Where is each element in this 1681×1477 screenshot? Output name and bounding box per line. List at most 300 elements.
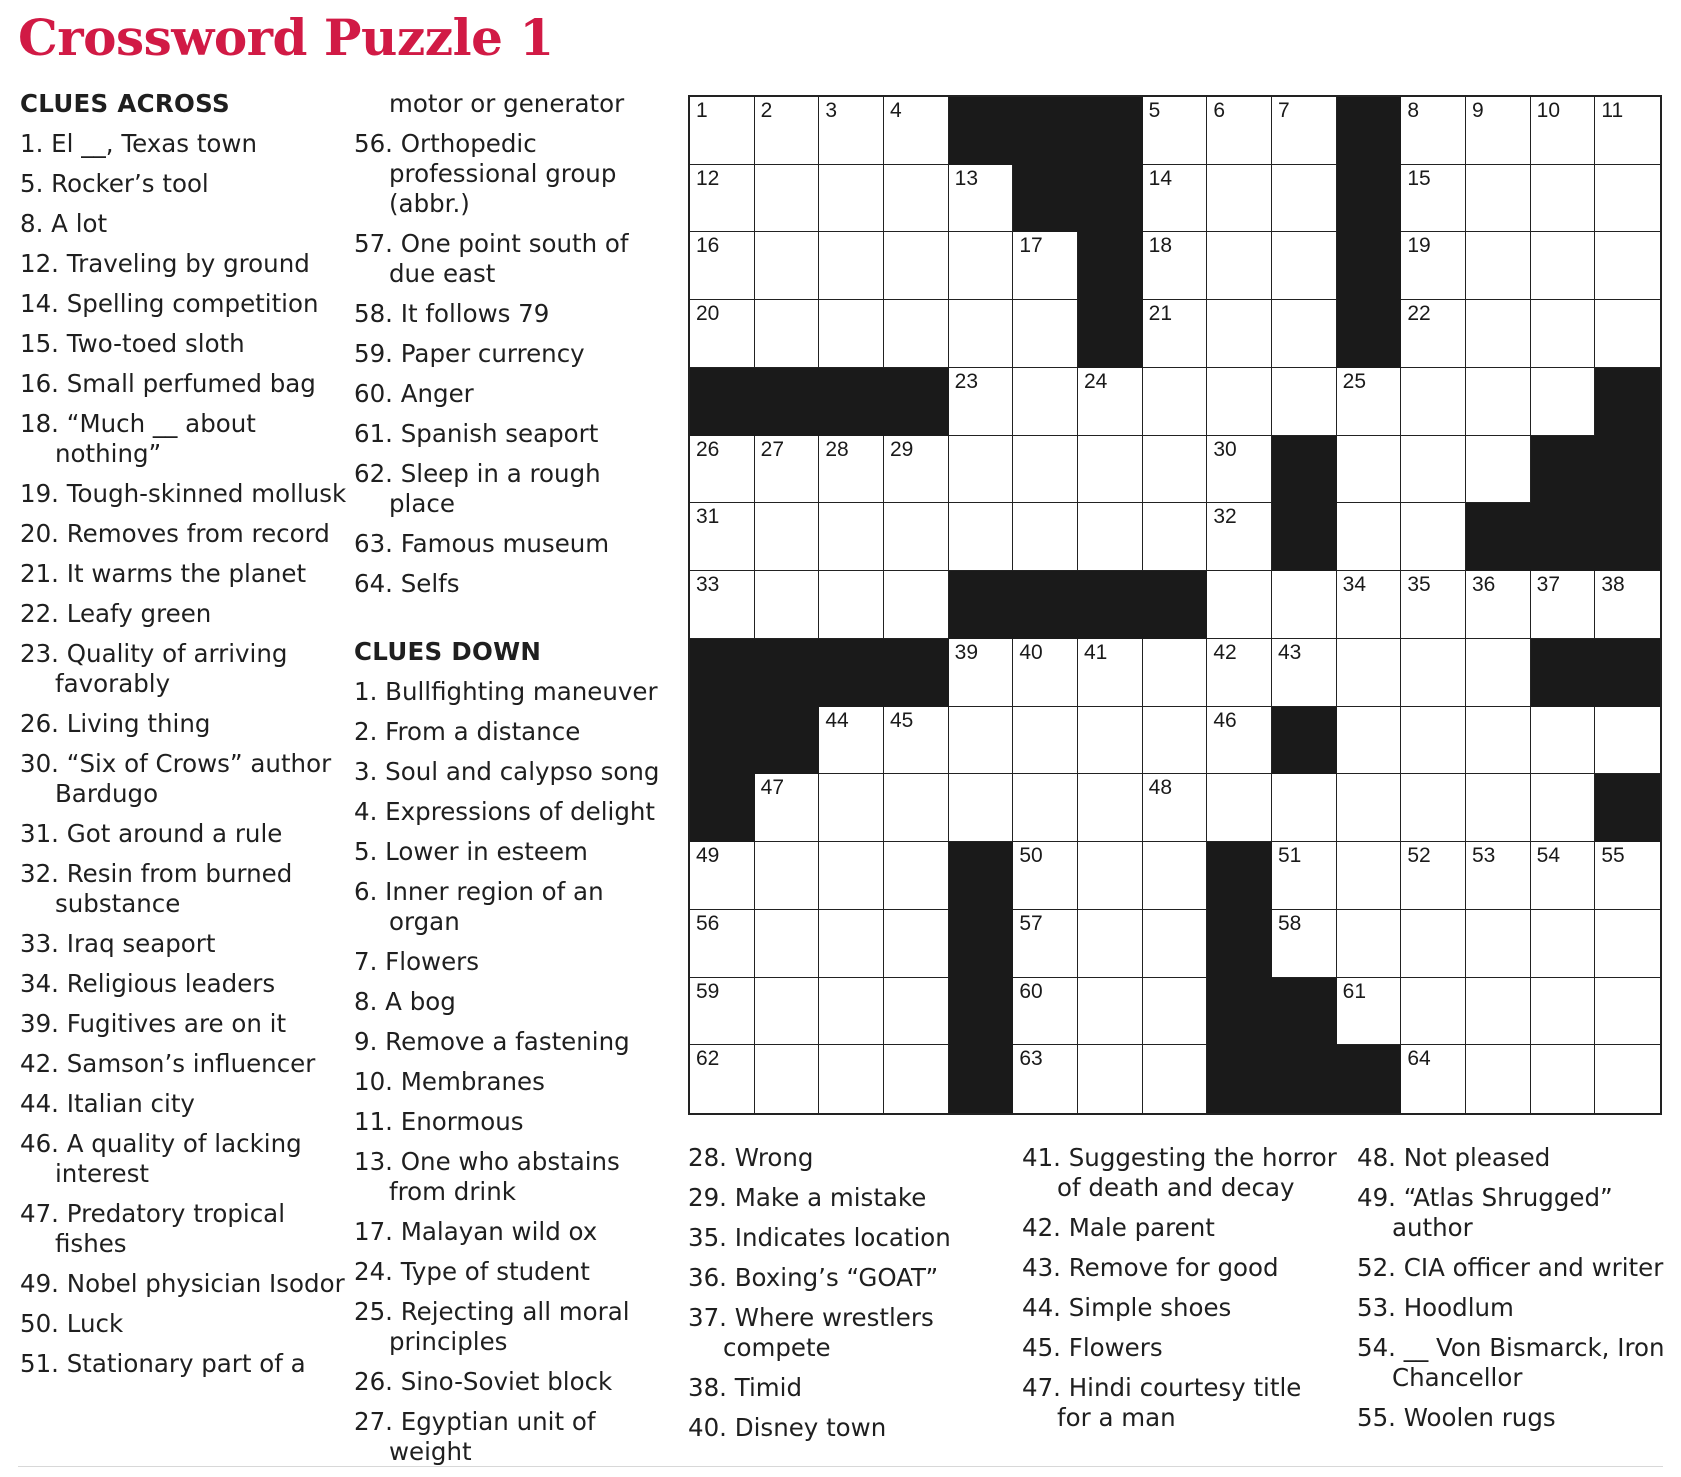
cell-number: 61 <box>1342 979 1367 1003</box>
grid-cell[interactable] <box>1272 232 1337 300</box>
grid-cell[interactable] <box>690 97 755 165</box>
grid-cell[interactable] <box>884 1045 949 1113</box>
black-square <box>949 978 1014 1046</box>
grid-cell[interactable] <box>1466 165 1531 233</box>
grid-cell[interactable] <box>1272 910 1337 978</box>
grid-cell[interactable] <box>1013 639 1078 707</box>
grid-cell[interactable] <box>1337 503 1402 571</box>
grid-cell[interactable] <box>1595 97 1660 165</box>
grid-cell[interactable] <box>1466 842 1531 910</box>
cell-number: 23 <box>954 369 979 393</box>
grid-cell[interactable] <box>884 165 949 233</box>
grid-cell[interactable] <box>819 232 884 300</box>
grid-cell[interactable] <box>1078 1045 1143 1113</box>
grid-cell[interactable] <box>819 1045 884 1113</box>
clue-item: 58. It follows 79 <box>354 299 550 328</box>
grid-cell[interactable] <box>819 571 884 639</box>
grid-cell[interactable] <box>884 97 949 165</box>
grid-cell[interactable] <box>1531 978 1596 1046</box>
black-square <box>690 368 755 436</box>
grid-cell[interactable] <box>1401 300 1466 368</box>
grid-cell[interactable] <box>1401 978 1466 1046</box>
grid-cell[interactable] <box>1143 503 1208 571</box>
grid-cell[interactable] <box>1013 232 1078 300</box>
grid-cell[interactable] <box>949 165 1014 233</box>
grid-cell[interactable] <box>1401 503 1466 571</box>
black-square <box>755 368 820 436</box>
grid-cell[interactable] <box>690 1045 755 1113</box>
clue-item: 52. CIA officer and writer <box>1357 1253 1664 1282</box>
grid-cell[interactable] <box>1595 571 1660 639</box>
grid-cell[interactable] <box>1078 436 1143 504</box>
down-clue-list-4 <box>1022 1143 1342 1433</box>
grid-cell[interactable] <box>1207 774 1272 842</box>
grid-cell[interactable] <box>1466 97 1531 165</box>
cell-number: 55 <box>1601 844 1625 868</box>
grid-cell[interactable] <box>949 300 1014 368</box>
grid-cell[interactable] <box>1466 978 1531 1046</box>
clue-item: 49. “Atlas Shrugged” author <box>1357 1183 1613 1242</box>
cell-number: 3 <box>825 99 838 122</box>
clue-item: 17. Malayan wild ox <box>354 1217 598 1246</box>
down-clues-column-5 <box>1357 1143 1677 1443</box>
grid-cell[interactable] <box>1337 368 1402 436</box>
clue-item: 47. Hindi courtesy title for a man <box>1022 1373 1302 1432</box>
clue-item: 11. Enormous <box>354 1107 524 1136</box>
grid-cell[interactable] <box>884 774 949 842</box>
grid-cell[interactable] <box>1143 842 1208 910</box>
cell-number: 48 <box>1148 776 1173 800</box>
grid-cell[interactable] <box>1595 978 1660 1046</box>
clue-item: 37. Where wrestlers compete <box>688 1303 934 1362</box>
clue-item: 15. Two-toed sloth <box>20 329 245 358</box>
clue-item: 5. Rocker’s tool <box>20 169 209 198</box>
black-square <box>1595 774 1660 842</box>
down-clue-list-3 <box>688 1143 1008 1443</box>
clue-item: 36. Boxing’s “GOAT” <box>688 1263 939 1292</box>
grid-cell[interactable] <box>1207 571 1272 639</box>
grid-cell[interactable] <box>949 232 1014 300</box>
grid-cell[interactable] <box>884 436 949 504</box>
cell-number: 42 <box>1213 640 1237 664</box>
grid-cell[interactable] <box>1013 368 1078 436</box>
clue-item: 16. Small perfumed bag <box>20 369 316 398</box>
grid-cell[interactable] <box>1401 436 1466 504</box>
black-square <box>1337 232 1402 300</box>
black-square <box>1078 300 1143 368</box>
clue-item: 51. Stationary part of a <box>20 1349 306 1378</box>
cell-number: 5 <box>1148 99 1161 122</box>
cell-number: 52 <box>1407 844 1431 868</box>
grid-cell[interactable] <box>1272 774 1337 842</box>
clue-item: 1. Bullfighting maneuver <box>354 677 658 706</box>
grid-cell[interactable] <box>949 639 1014 707</box>
clue-item: 7. Flowers <box>354 947 480 976</box>
grid-cell[interactable] <box>1531 910 1596 978</box>
grid-cell[interactable] <box>1143 300 1208 368</box>
grid-cell[interactable] <box>1013 300 1078 368</box>
grid-cell[interactable] <box>755 503 820 571</box>
clue-item: 38. Timid <box>688 1373 802 1402</box>
clue-item: 4. Expressions of delight <box>354 797 656 826</box>
grid-cell[interactable] <box>1078 910 1143 978</box>
clue-item: 33. Iraq seaport <box>20 929 216 958</box>
clues-across-column <box>20 89 350 1389</box>
grid-cell[interactable] <box>1078 639 1143 707</box>
clue-item: 61. Spanish seaport <box>354 419 599 448</box>
cell-number: 50 <box>1019 844 1043 868</box>
clue-item: 20. Removes from record <box>20 519 330 548</box>
grid-cell[interactable] <box>1013 842 1078 910</box>
cell-number: 35 <box>1407 573 1431 597</box>
clue-item: 9. Remove a fastening <box>354 1027 630 1056</box>
grid-cell[interactable] <box>1337 707 1402 775</box>
grid-cell[interactable] <box>755 97 820 165</box>
cell-number: 6 <box>1213 99 1226 122</box>
black-square <box>1337 1045 1402 1113</box>
grid-cell[interactable] <box>949 368 1014 436</box>
grid-cell[interactable] <box>1466 300 1531 368</box>
clue-item: 26. Living thing <box>20 709 211 738</box>
clue-item: 48. Not pleased <box>1357 1143 1551 1172</box>
grid-cell[interactable] <box>755 232 820 300</box>
clue-item: 62. Sleep in a rough place <box>354 459 601 518</box>
grid-cell[interactable] <box>1337 639 1402 707</box>
cell-number: 28 <box>825 437 849 461</box>
cell-number: 2 <box>760 99 773 122</box>
black-square <box>755 707 820 775</box>
clue-item: 39. Fugitives are on it <box>20 1009 287 1038</box>
black-square <box>884 639 949 707</box>
grid-cell[interactable] <box>1531 165 1596 233</box>
black-square <box>1013 165 1078 233</box>
cell-number: 46 <box>1213 708 1237 732</box>
grid-cell[interactable] <box>1013 436 1078 504</box>
grid-cell[interactable] <box>1466 1045 1531 1113</box>
clue-item: 26. Sino-Soviet block <box>354 1367 613 1396</box>
grid-cell[interactable] <box>1207 97 1272 165</box>
grid-cell[interactable] <box>1401 1045 1466 1113</box>
black-square <box>949 910 1014 978</box>
grid-cell[interactable] <box>1531 707 1596 775</box>
black-square <box>884 368 949 436</box>
grid-cell[interactable] <box>819 165 884 233</box>
grid-cell[interactable] <box>1143 232 1208 300</box>
cell-number: 38 <box>1601 573 1625 597</box>
cell-number: 56 <box>696 911 720 935</box>
grid-cell[interactable] <box>755 978 820 1046</box>
grid-cell[interactable] <box>1466 774 1531 842</box>
grid-cell[interactable] <box>1143 97 1208 165</box>
cell-number: 49 <box>696 844 720 868</box>
cell-number: 1 <box>696 99 708 122</box>
clues-column-2 <box>354 89 674 1477</box>
grid-cell[interactable] <box>1531 1045 1596 1113</box>
grid-cell[interactable] <box>1272 571 1337 639</box>
clue-item: 45. Flowers <box>1022 1333 1163 1362</box>
cell-number: 64 <box>1407 1047 1431 1071</box>
black-square <box>1272 436 1337 504</box>
clue-item: 40. Disney town <box>688 1413 887 1442</box>
grid-cell[interactable] <box>1013 1045 1078 1113</box>
grid-cell[interactable] <box>819 910 884 978</box>
grid-cell[interactable] <box>884 232 949 300</box>
black-square <box>1013 571 1078 639</box>
grid-cell[interactable] <box>1013 774 1078 842</box>
grid-cell[interactable] <box>884 571 949 639</box>
grid-cell[interactable] <box>884 978 949 1046</box>
grid-cell[interactable] <box>819 300 884 368</box>
grid-cell[interactable] <box>1337 571 1402 639</box>
grid-cell[interactable] <box>1595 910 1660 978</box>
grid-cell[interactable] <box>1013 503 1078 571</box>
grid-cell[interactable] <box>1272 300 1337 368</box>
grid-cell[interactable] <box>1013 707 1078 775</box>
grid-cell[interactable] <box>1013 910 1078 978</box>
black-square <box>1337 165 1402 233</box>
grid-cell[interactable] <box>819 774 884 842</box>
cell-number: 44 <box>825 708 849 732</box>
grid-cell[interactable] <box>755 1045 820 1113</box>
cell-number: 54 <box>1536 844 1561 868</box>
clue-item: 55. Woolen rugs <box>1357 1403 1556 1432</box>
cell-number: 45 <box>889 708 914 732</box>
black-square <box>1466 503 1531 571</box>
grid-cell[interactable] <box>949 707 1014 775</box>
grid-cell[interactable] <box>690 842 755 910</box>
grid-cell[interactable] <box>1595 842 1660 910</box>
grid-cell[interactable] <box>1531 300 1596 368</box>
black-square <box>1595 503 1660 571</box>
grid-cell[interactable] <box>1143 436 1208 504</box>
clue-item: 22. Leafy green <box>20 599 212 628</box>
cell-number: 12 <box>696 166 720 190</box>
grid-cell[interactable] <box>755 774 820 842</box>
grid-cell[interactable] <box>1078 503 1143 571</box>
grid-cell[interactable] <box>1337 978 1402 1046</box>
across-continued-list <box>354 89 674 599</box>
black-square <box>1078 165 1143 233</box>
grid-cell[interactable] <box>1531 571 1596 639</box>
cell-number: 15 <box>1407 166 1431 190</box>
grid-cell[interactable] <box>949 436 1014 504</box>
grid-cell[interactable] <box>1595 165 1660 233</box>
grid-cell[interactable] <box>690 910 755 978</box>
grid-cell[interactable] <box>1078 842 1143 910</box>
black-square <box>1531 436 1596 504</box>
cell-number: 13 <box>954 166 979 190</box>
grid-cell[interactable] <box>1401 707 1466 775</box>
grid-cell[interactable] <box>1595 1045 1660 1113</box>
cell-number: 31 <box>696 505 720 529</box>
grid-cell[interactable] <box>690 232 755 300</box>
grid-cell[interactable] <box>1078 707 1143 775</box>
grid-cell[interactable] <box>1531 774 1596 842</box>
grid-cell[interactable] <box>1595 232 1660 300</box>
grid-cell[interactable] <box>1143 639 1208 707</box>
cell-number: 7 <box>1277 99 1290 122</box>
grid-cell[interactable] <box>1401 97 1466 165</box>
grid-cell[interactable] <box>690 300 755 368</box>
grid-cell[interactable] <box>1143 165 1208 233</box>
grid-cell[interactable] <box>1272 165 1337 233</box>
black-square <box>819 639 884 707</box>
clue-item: motor or generator <box>389 89 625 118</box>
cell-number: 58 <box>1277 911 1302 935</box>
grid-cell[interactable] <box>755 571 820 639</box>
grid-cell[interactable] <box>884 910 949 978</box>
cell-number: 24 <box>1083 369 1108 393</box>
grid-cell[interactable] <box>755 436 820 504</box>
grid-cell[interactable] <box>1272 639 1337 707</box>
grid-cell[interactable] <box>1401 571 1466 639</box>
grid-cell[interactable] <box>1272 368 1337 436</box>
grid-cell[interactable] <box>1078 368 1143 436</box>
grid-cell[interactable] <box>884 707 949 775</box>
cell-number: 14 <box>1148 166 1173 190</box>
grid-cell[interactable] <box>690 571 755 639</box>
grid-cell[interactable] <box>755 910 820 978</box>
grid-cell[interactable] <box>1401 774 1466 842</box>
grid-cell[interactable] <box>1207 639 1272 707</box>
grid-cell[interactable] <box>949 774 1014 842</box>
cell-number: 30 <box>1213 437 1237 461</box>
grid-cell[interactable] <box>1466 707 1531 775</box>
clue-item: 31. Got around a rule <box>20 819 283 848</box>
grid-cell[interactable] <box>1531 842 1596 910</box>
grid-cell[interactable] <box>819 707 884 775</box>
across-heading: CLUES ACROSS <box>20 89 230 118</box>
grid-cell[interactable] <box>1078 978 1143 1046</box>
grid-cell[interactable] <box>1466 232 1531 300</box>
grid-cell[interactable] <box>884 842 949 910</box>
clue-item: 57. One point south of due east <box>354 229 629 288</box>
grid-cell[interactable] <box>1595 300 1660 368</box>
grid-cell[interactable] <box>1143 978 1208 1046</box>
grid-cell[interactable] <box>1143 910 1208 978</box>
clue-item: 18. “Much __ about nothing” <box>20 409 256 468</box>
grid-cell[interactable] <box>1531 368 1596 436</box>
cell-number: 37 <box>1536 573 1561 597</box>
grid-cell[interactable] <box>1272 97 1337 165</box>
black-square <box>1207 842 1272 910</box>
grid-cell[interactable] <box>1401 165 1466 233</box>
grid-cell[interactable] <box>1207 165 1272 233</box>
clue-item: 42. Male parent <box>1022 1213 1215 1242</box>
cell-number: 8 <box>1407 99 1420 122</box>
black-square <box>690 639 755 707</box>
cell-number: 62 <box>696 1047 720 1071</box>
grid-cell[interactable] <box>1272 842 1337 910</box>
grid-cell[interactable] <box>819 503 884 571</box>
grid-cell[interactable] <box>1401 910 1466 978</box>
clue-item: 6. Inner region of an organ <box>354 877 604 936</box>
black-square <box>1272 707 1337 775</box>
black-square <box>1272 978 1337 1046</box>
grid-cell[interactable] <box>755 300 820 368</box>
grid-cell[interactable] <box>1013 978 1078 1046</box>
clue-item: 24. Type of student <box>354 1257 590 1286</box>
crossword-grid <box>688 95 1662 1115</box>
grid-cell[interactable] <box>1207 503 1272 571</box>
black-square <box>1337 300 1402 368</box>
grid-cell[interactable] <box>1143 1045 1208 1113</box>
grid-cell[interactable] <box>1337 910 1402 978</box>
grid-cell[interactable] <box>690 165 755 233</box>
grid-cell[interactable] <box>1466 368 1531 436</box>
clue-item: 60. Anger <box>354 379 474 408</box>
clue-item: 5. Lower in esteem <box>354 837 588 866</box>
grid-cell[interactable] <box>690 436 755 504</box>
clue-item: 34. Religious leaders <box>20 969 276 998</box>
grid-cell[interactable] <box>819 842 884 910</box>
grid-cell[interactable] <box>1466 910 1531 978</box>
grid-cell[interactable] <box>819 97 884 165</box>
grid-cell[interactable] <box>1337 842 1402 910</box>
grid-cell[interactable] <box>1595 707 1660 775</box>
grid-cell[interactable] <box>755 165 820 233</box>
grid-cell[interactable] <box>1143 774 1208 842</box>
grid-cell[interactable] <box>1337 774 1402 842</box>
clue-item: 50. Luck <box>20 1309 124 1338</box>
grid-cell[interactable] <box>1401 232 1466 300</box>
grid-cell[interactable] <box>1207 368 1272 436</box>
cell-number: 47 <box>760 776 785 800</box>
grid-cell[interactable] <box>819 978 884 1046</box>
black-square <box>1143 571 1208 639</box>
grid-cell[interactable] <box>1207 232 1272 300</box>
black-square <box>1207 1045 1272 1113</box>
grid-cell[interactable] <box>1143 707 1208 775</box>
cell-number: 29 <box>889 437 914 461</box>
grid-cell[interactable] <box>1078 774 1143 842</box>
clue-item: 53. Hoodlum <box>1357 1293 1514 1322</box>
grid-cell[interactable] <box>884 503 949 571</box>
grid-cell[interactable] <box>1466 571 1531 639</box>
grid-cell[interactable] <box>884 300 949 368</box>
grid-cell[interactable] <box>819 436 884 504</box>
black-square <box>1595 436 1660 504</box>
cell-number: 40 <box>1019 640 1043 664</box>
grid-cell[interactable] <box>1401 842 1466 910</box>
cell-number: 21 <box>1148 302 1173 326</box>
grid-cell[interactable] <box>1466 436 1531 504</box>
black-square <box>819 368 884 436</box>
grid-cell[interactable] <box>690 978 755 1046</box>
cell-number: 27 <box>760 437 785 461</box>
grid-cell[interactable] <box>949 503 1014 571</box>
cell-number: 51 <box>1277 844 1302 868</box>
down-clue-list <box>354 677 674 1467</box>
grid-cell[interactable] <box>1401 368 1466 436</box>
clue-item: 8. A bog <box>354 987 456 1016</box>
clue-item: 2. From a distance <box>354 717 581 746</box>
grid-cell[interactable] <box>1143 368 1208 436</box>
grid-cell[interactable] <box>1207 707 1272 775</box>
grid-cell[interactable] <box>1401 639 1466 707</box>
cell-number: 11 <box>1601 99 1624 122</box>
grid-cell[interactable] <box>1466 639 1531 707</box>
grid-cell[interactable] <box>1531 232 1596 300</box>
grid-cell[interactable] <box>755 842 820 910</box>
grid-cell[interactable] <box>1337 436 1402 504</box>
grid-cell[interactable] <box>690 503 755 571</box>
cell-number: 17 <box>1019 234 1043 258</box>
grid-cell[interactable] <box>1207 436 1272 504</box>
cell-number: 53 <box>1471 844 1496 868</box>
grid-cell[interactable] <box>1207 300 1272 368</box>
grid-cell[interactable] <box>1531 97 1596 165</box>
